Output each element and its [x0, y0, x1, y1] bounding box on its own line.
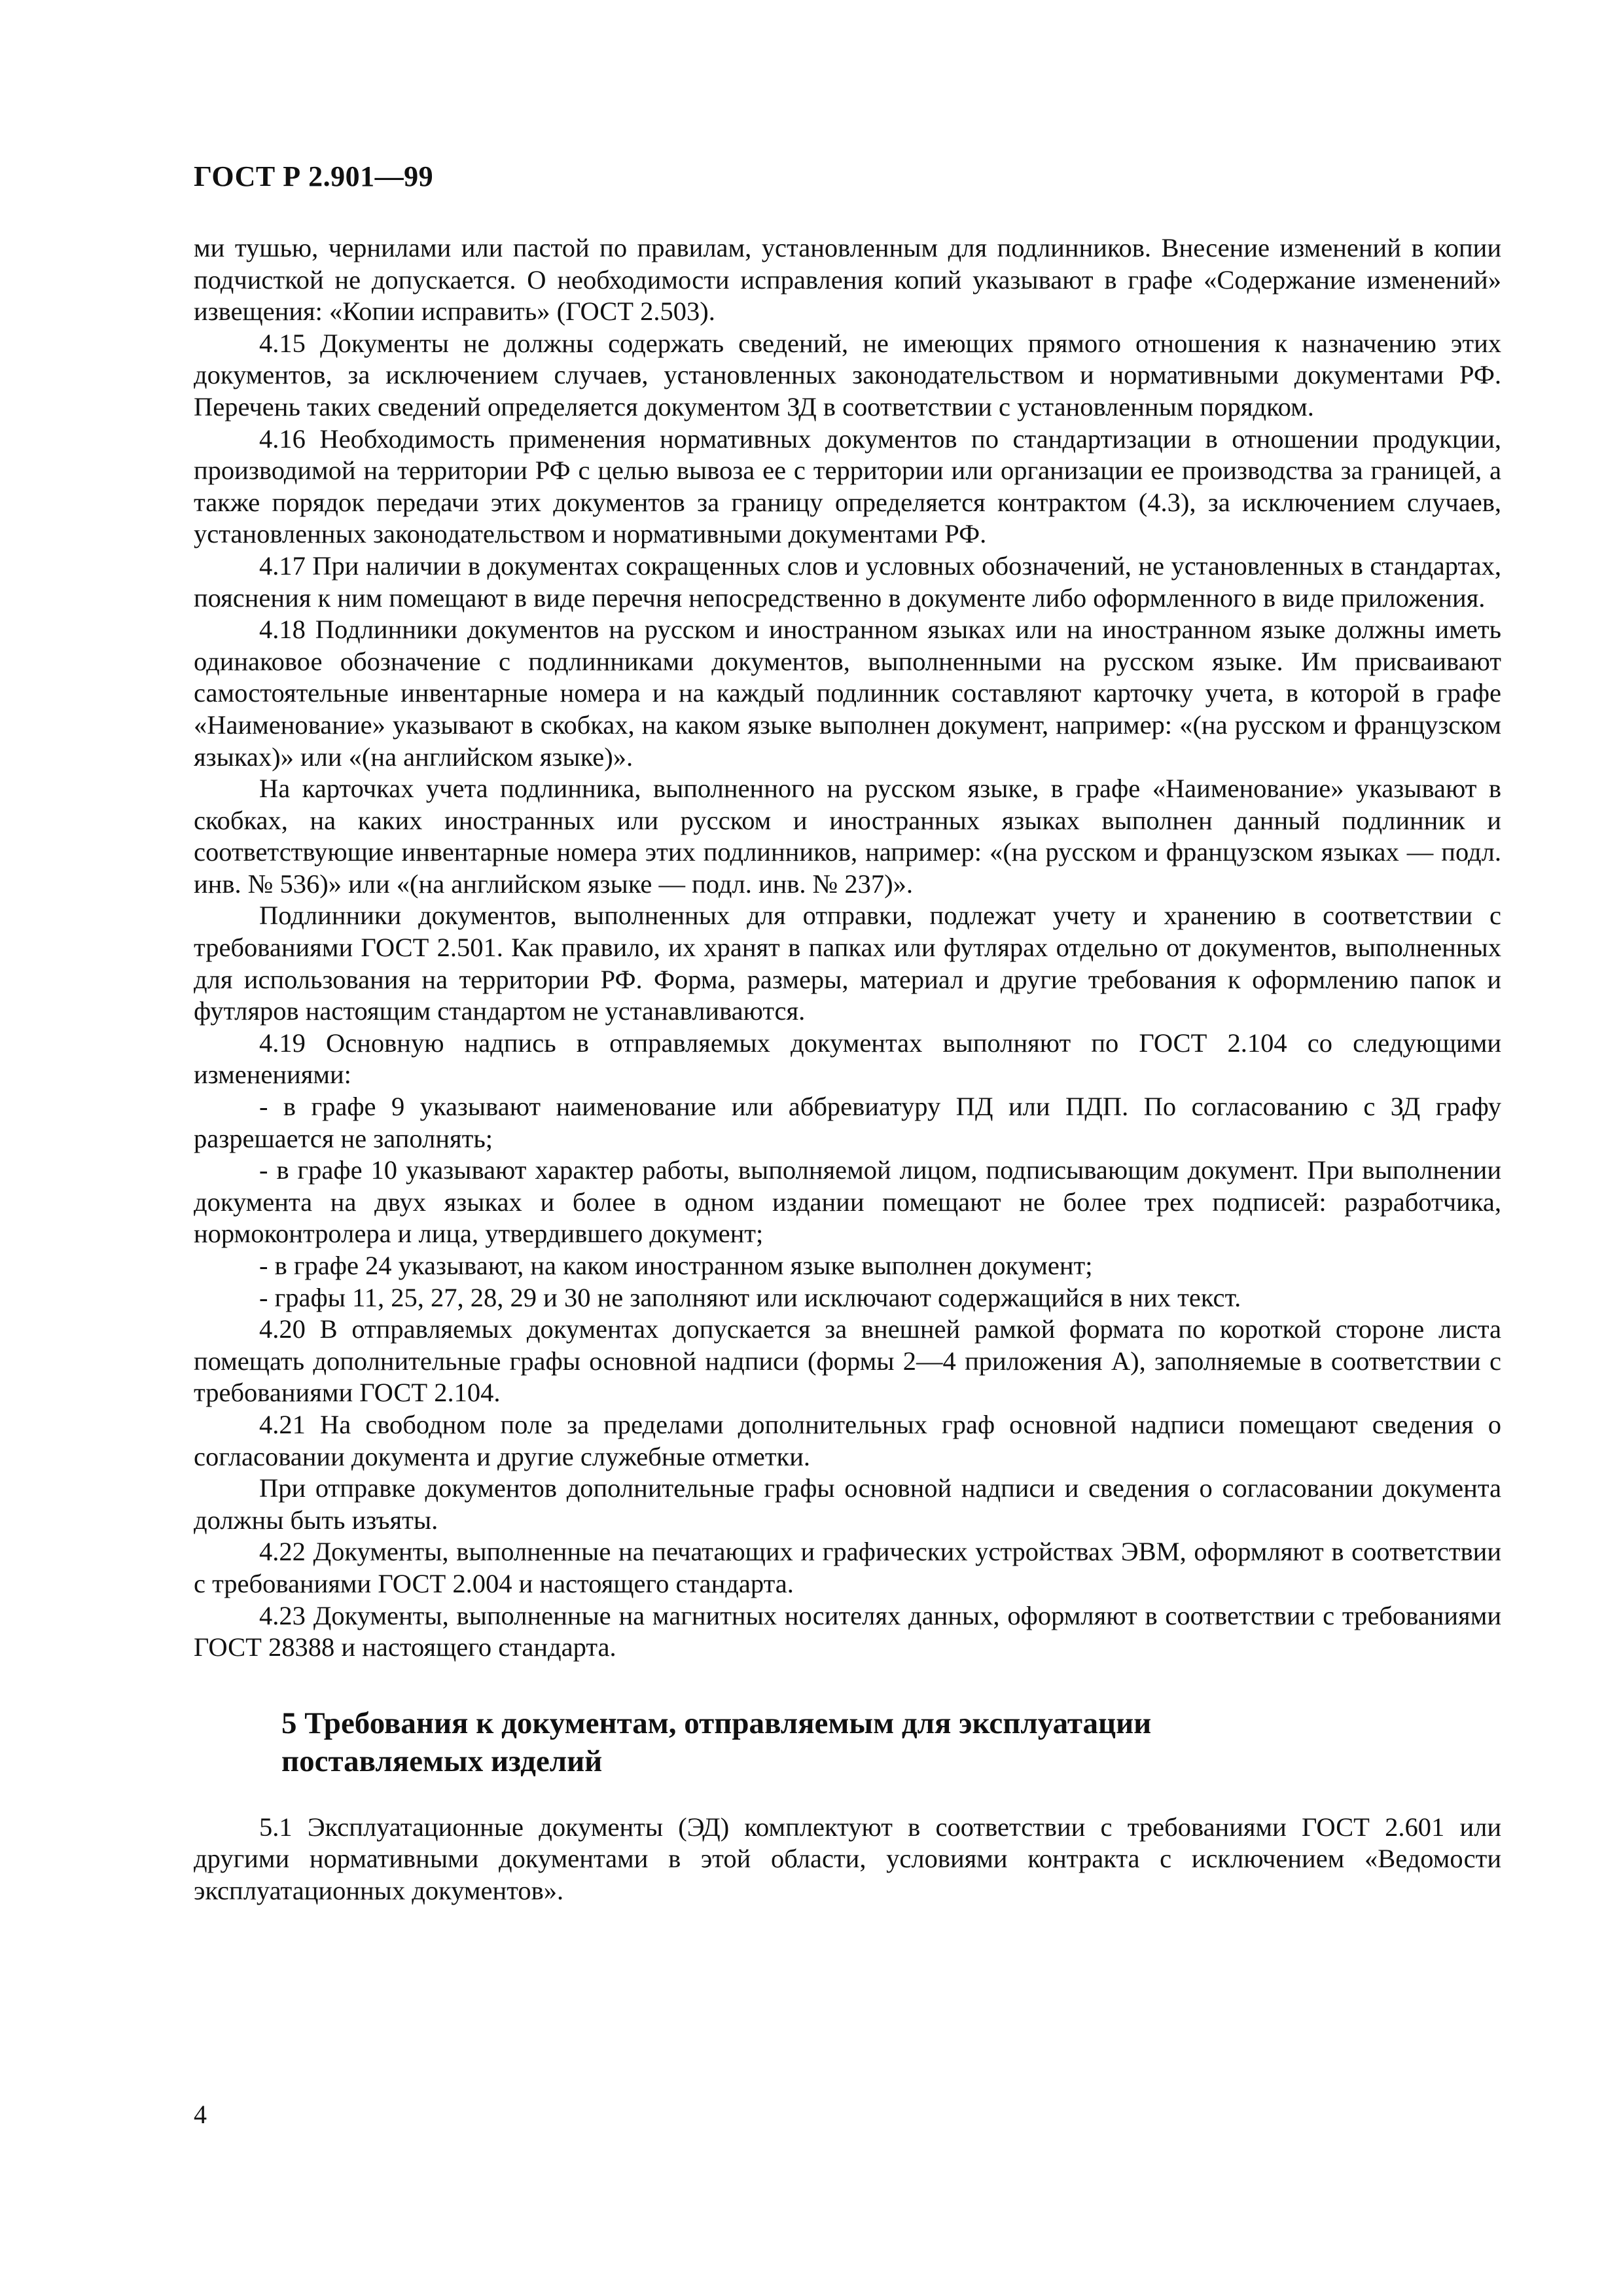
paragraph: 4.23 Документы, выполненные на магнитных носителях данных, оформляют в соответствии с требованиями ГОСТ 28388 и настоящего стандарта. — [194, 1600, 1501, 1662]
paragraph: 4.15 Документы не должны содержать сведений, не имеющих прямого отношения к назначению этих документов, за исключением случаев, установленных законодательством и нормативными документами РФ. Перечень таких сведений определяется документом ЗД в соответствии с установленным порядком. — [194, 328, 1501, 422]
paragraph: 4.22 Документы, выполненные на печатающих и графических устройствах ЭВМ, оформляют в соответствии с требованиями ГОСТ 2.004 и настоящего стандарта. — [194, 1537, 1501, 1598]
list-item: - в графе 9 указывают наименование или аббревиатуру ПД или ПДП. По согласованию с ЗД графу разрешается не заполнять; — [194, 1092, 1501, 1153]
section-heading-line: 5 Требования к документам, отправляемым для эксплуатации — [281, 1706, 1152, 1740]
paragraph: 4.20 В отправляемых документах допускается за внешней рамкой формата по короткой стороне листа помещать дополнительные графы основной надписи (формы 2—4 приложения А), заполняемые в соответствии с требованиями ГОСТ 2.104. — [194, 1314, 1501, 1408]
paragraph: ми тушью, чернилами или пастой по правилам, установленным для подлинников. Внесение изменений в копии подчисткой не допускается. О необходимости исправления копий указывают в графе «Содержание изменений» извещения: «Копии исправить» (ГОСТ 2.503). — [194, 233, 1501, 327]
section-heading — [194, 1704, 1501, 1780]
document-body — [194, 232, 1501, 1907]
paragraph: 4.17 При наличии в документах сокращенных слов и условных обозначений, не установленных в стандартах, пояснения к ним помещают в виде перечня непосредственно в документе либо оформленного в виде приложения. — [194, 550, 1501, 613]
paragraph: 5.1 Эксплуатационные документы (ЭД) комплектуют в соответствии с требованиями ГОСТ 2.601 или другими нормативными документами в этой области, условиями контракта с исключением «Ведомости эксплуатационных документов». — [194, 1812, 1501, 1905]
paragraph: При отправке документов дополнительные графы основной надписи и сведения о согласовании документа должны быть изъяты. — [194, 1473, 1501, 1535]
page-number: 4 — [194, 2100, 207, 2129]
section-heading-line: поставляемых изделий — [281, 1744, 603, 1778]
list-item: - графы 11, 25, 27, 28, 29 и 30 не заполняют или исключают содержащийся в них текст. — [259, 1282, 1241, 1312]
paragraph: Подлинники документов, выполненных для отправки, подлежат учету и хранению в соответствии с требованиями ГОСТ 2.501. Как правило, их хранят в папках или футлярах отдельно от документов, выполненных для использования на территории РФ. Форма, размеры, материал и другие требования к оформлению папок и футляров настоящим стандартом не устанавливаются. — [194, 901, 1501, 1026]
paragraph: 4.16 Необходимость применения нормативных документов по стандартизации в отношении продукции, производимой на территории РФ с целью вывоза ее с территории или организации ее производства за границей, а также порядок передачи этих документов за границу определяется контрактом (4.3), за исключением случаев, установленных законодательством и нормативными документами РФ. — [194, 423, 1501, 549]
paragraph: 4.21 На свободном поле за пределами дополнительных граф основной надписи помещают сведения о согласовании документа и другие служебные отметки. — [194, 1409, 1501, 1471]
paragraph: 4.19 Основную надпись в отправляемых документах выполняют по ГОСТ 2.104 со следующими изменениями: — [194, 1028, 1501, 1090]
paragraph: 4.18 Подлинники документов на русском и иностранном языках или на иностранном языке должны иметь одинаковое обозначение с подлинниками документов, выполненными на русском языке. Им присваивают самостоятельные инвентарные номера и на каждый подлинник составляют карточку учета, в которой в графе «Наименование» указывают в скобках, на каком языке выполнен документ, например: «(на русском и французском языках)» или «(на английском языке)». — [194, 615, 1501, 772]
list-item: - в графе 10 указывают характер работы, выполняемой лицом, подписывающим документ. При выполнении документа на двух языках и более в одном издании помещают не более трех подписей: разработчика, нормоконтролера и лица, утвердившего документ; — [194, 1155, 1501, 1249]
paragraph: На карточках учета подлинника, выполненного на русском языке, в графе «Наименование» указывают в скобках, на каких иностранных или русском и иностранных языках выполнен данный подлинник и соответствующие инвентарные номера этих подлинников, например: «(на русском и французском языках — подл. инв. № 536)» или «(на английском языке — подл. инв. № 237)». — [194, 774, 1501, 899]
page-header: ГОСТ Р 2.901—99 — [194, 160, 434, 192]
list-item: - в графе 24 указывают, на каком иностранном языке выполнен документ; — [259, 1251, 1093, 1280]
